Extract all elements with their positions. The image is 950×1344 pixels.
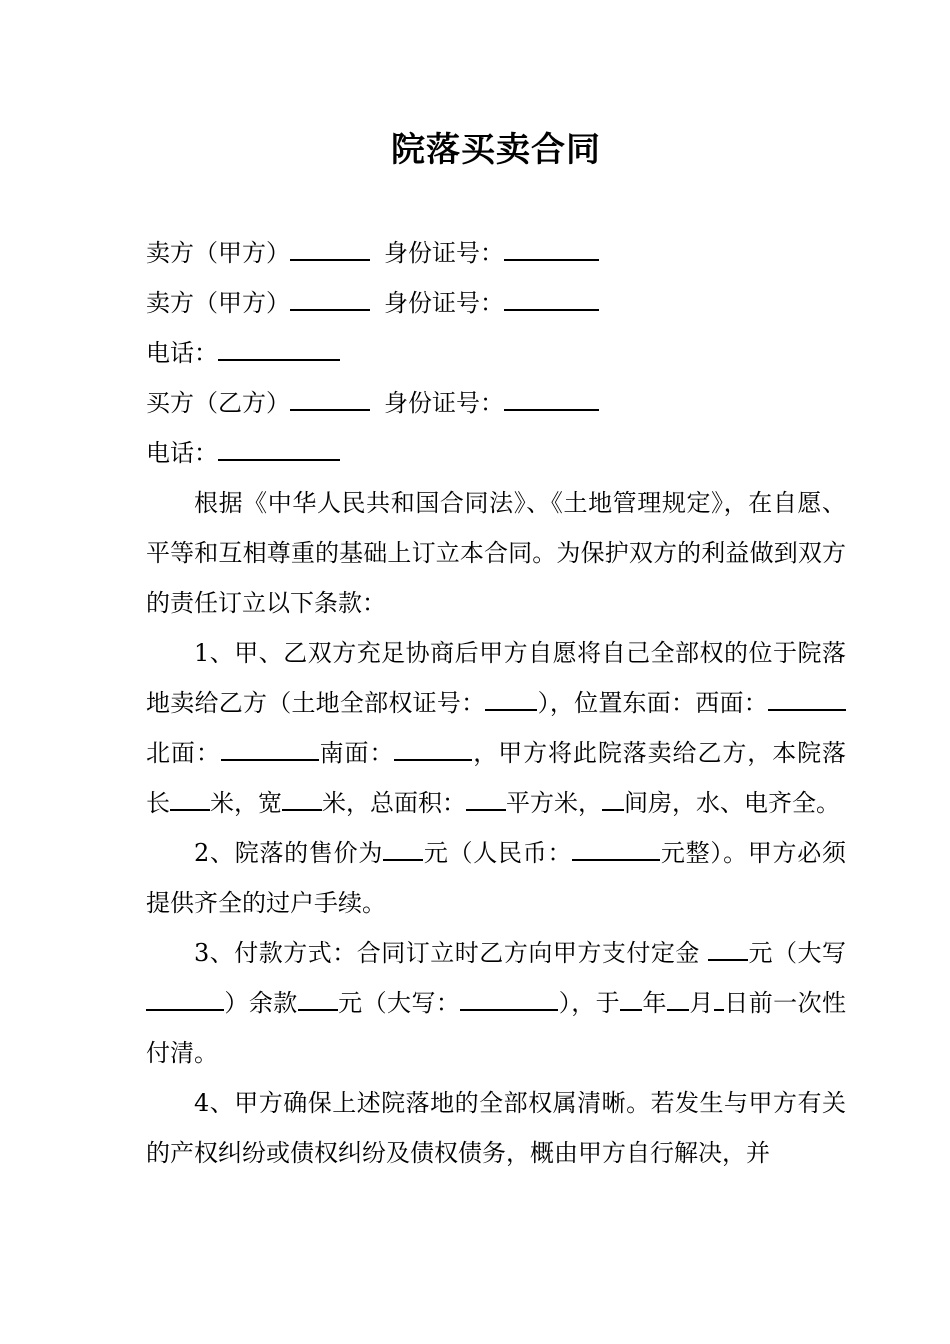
day-blank: [714, 989, 724, 1011]
price-rmb-blank: [572, 839, 660, 861]
width-blank: [282, 789, 322, 811]
buyer-id-label: 身份证号：: [384, 389, 504, 417]
balance-words-blank: [460, 989, 558, 1011]
buyer-name-blank: [290, 389, 370, 411]
document-title: 院落买卖合同: [391, 130, 601, 170]
deposit-words-blank: [146, 989, 224, 1011]
clause3-text-d: 元（大写：: [337, 989, 461, 1017]
clause3-text-g: 月: [688, 989, 714, 1017]
clause1-text-e: ，甲方将此院落卖给乙方，本院落长: [146, 739, 847, 817]
intro-text: 根据《中华人民共和国合同法》、《土地管理规定》，在自愿、平等和互相尊重的基础上订立本合同。为保护双方的利益做到双方的责任订立以下条款：: [146, 489, 846, 617]
clause3-text-e: ），于: [558, 989, 621, 1017]
buyer-phone-label: 电话：: [146, 439, 218, 467]
clause-1: [146, 628, 846, 828]
clause-2: [146, 828, 846, 928]
clause2-text-b: 元（人民币：: [423, 839, 573, 867]
west-blank: [768, 689, 846, 711]
seller2-name-blank: [290, 289, 370, 311]
seller2-id-blank: [504, 289, 599, 311]
south-blank: [394, 739, 472, 761]
seller-phone-label: 电话：: [146, 339, 218, 367]
clause-4: [146, 1078, 846, 1178]
year-blank: [620, 989, 642, 1011]
month-blank: [667, 989, 689, 1011]
clause-3: [146, 928, 846, 1078]
clause4-text: 4、甲方确保上述院落地的全部权属清晰。若发生与甲方有关的产权纠纷或债权纠纷及债权债务，概由甲方自行解决，并: [146, 1089, 846, 1167]
clause3-text-c: ）余款: [224, 989, 298, 1017]
seller2-line: [146, 278, 846, 328]
seller1-name-blank: [290, 239, 370, 261]
clause3-text-a: 3、付款方式：合同订立时乙方向甲方支付定金: [194, 939, 708, 967]
intro-paragraph: [146, 478, 846, 628]
clause1-text-h: 平方米，: [506, 789, 602, 817]
buyer-id-blank: [504, 389, 599, 411]
area-blank: [466, 789, 506, 811]
seller2-label: 卖方（甲方）: [146, 289, 290, 317]
clause1-text-g: 米，总面积：: [322, 789, 466, 817]
clause1-text-f: 米，宽: [210, 789, 282, 817]
deposit-blank: [708, 939, 748, 961]
clause1-text-b: ），位置东面：西面：: [537, 689, 768, 717]
contract-page: [146, 128, 846, 1178]
buyer-phone-line: [146, 428, 846, 478]
seller1-label: 卖方（甲方）: [146, 239, 290, 267]
clause1-text-d: 南面：: [318, 739, 395, 767]
seller-phone-blank: [218, 339, 340, 361]
land-cert-blank: [485, 689, 537, 711]
balance-blank: [298, 989, 338, 1011]
clause1-text-i: 间房，水、电齐全。: [624, 789, 840, 817]
rooms-blank: [602, 789, 624, 811]
clause1-text-c: 北面：: [146, 739, 221, 767]
seller-phone-line: [146, 328, 846, 378]
north-blank: [221, 739, 319, 761]
buyer-phone-blank: [218, 439, 340, 461]
buyer-label: 买方（乙方）: [146, 389, 290, 417]
seller1-id-blank: [504, 239, 599, 261]
clause3-text-f: 年: [642, 989, 667, 1017]
price-blank: [383, 839, 423, 861]
clause1-text-a: 1、甲、乙双方充足协商后甲方自愿将自己全部权的位于院落地卖给乙方（土地全部权证号：: [146, 639, 846, 717]
clause3-text-b: 元（大写: [747, 939, 846, 967]
buyer-line: [146, 378, 846, 428]
seller1-line: [146, 228, 846, 278]
clause3-text-h: 日前一次性付清。: [146, 989, 847, 1067]
seller2-id-label: 身份证号：: [384, 289, 504, 317]
clause2-text-c: 元整）。甲方必须提供齐全的过户手续。: [146, 839, 847, 917]
seller1-id-label: 身份证号：: [384, 239, 504, 267]
length-blank: [170, 789, 210, 811]
clause2-text-a: 2、院落的售价为: [194, 839, 384, 867]
